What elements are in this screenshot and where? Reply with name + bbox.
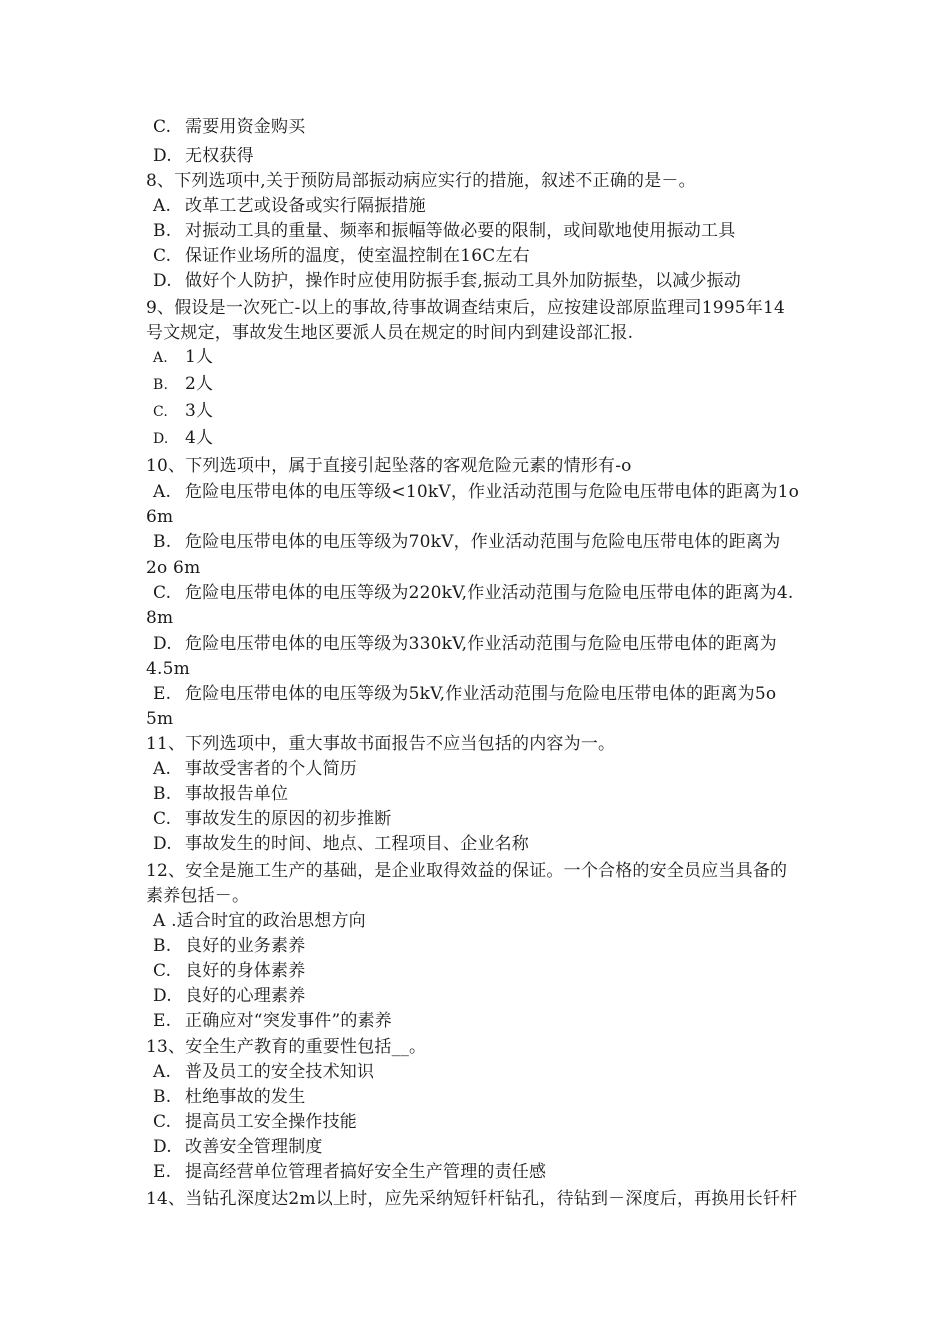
question-10: 10、下列选项中，属于直接引起坠落的客观危险元素的情形有-o	[146, 456, 632, 476]
option-text: 事故报告单位	[185, 784, 289, 804]
option-label: A.	[153, 196, 172, 216]
option-label: B.	[153, 377, 169, 393]
question-continuation: 号文规定，事故发生地区要派人员在规定的时间内到建设部汇报.	[146, 323, 634, 343]
option-line	[153, 270, 741, 292]
option-text: 2人	[185, 374, 214, 394]
option-text: 提高经营单位管理者搞好安全生产管理的责任感	[185, 1162, 547, 1182]
option-line	[153, 808, 391, 830]
option-line	[153, 481, 799, 503]
option-text: 良好的业务素养	[185, 936, 306, 956]
option-line	[153, 145, 254, 167]
option-label: B.	[153, 784, 172, 804]
option-label: E.	[153, 1011, 172, 1031]
question-14: 14、当钻孔深度达2m以上时，应先采纳短钎杆钻孔，待钻到－深度后，再换用长钎杆	[146, 1189, 798, 1209]
option-label: C.	[153, 1112, 172, 1132]
question-9: 9、假设是一次死亡-以上的事故,待事故调查结束后，应按建设部原监理司1995年14	[146, 298, 786, 318]
option-label: A.	[153, 759, 172, 779]
option-line	[153, 935, 305, 957]
option-line	[153, 116, 305, 138]
option-label: C.	[153, 961, 172, 981]
option-continuation: 5m	[146, 709, 174, 729]
option-line	[153, 427, 213, 450]
option-line	[153, 531, 780, 553]
option-line	[153, 960, 305, 982]
option-line	[153, 758, 357, 780]
option-text: A .适合时宜的政治思想方向	[153, 911, 366, 931]
option-continuation: 4.5m	[146, 659, 190, 679]
option-text: 4人	[185, 428, 214, 448]
question-continuation: 素养包括－。	[146, 886, 250, 906]
option-line	[153, 582, 793, 604]
option-label: E.	[153, 684, 172, 704]
option-label: A.	[153, 350, 168, 366]
option-label: B.	[153, 1087, 172, 1107]
option-label: C.	[153, 404, 169, 420]
option-text: 保证作业场所的温度，使室温控制在16C左右	[185, 246, 530, 266]
option-text: 无权获得	[185, 146, 254, 166]
option-label: B.	[153, 532, 172, 552]
option-text: 危险电压带电体的电压等级为5kV,作业活动范围与危险电压带电体的距离为5o	[185, 684, 777, 704]
option-label: E.	[153, 1162, 172, 1182]
option-line	[153, 1010, 392, 1032]
option-continuation: 6m	[146, 507, 174, 527]
option-text: 事故发生的时间、地点、工程项目、企业名称	[185, 834, 529, 854]
option-label: D.	[153, 271, 172, 291]
option-line	[153, 346, 213, 369]
option-text: 对振动工具的重量、频率和振幅等做必要的限制，或间歇地使用振动工具	[185, 221, 736, 241]
option-label: D.	[153, 1137, 172, 1157]
option-line	[153, 633, 777, 655]
option-text: 1人	[185, 347, 214, 367]
option-line	[153, 1086, 305, 1108]
question-8: 8、下列选项中,关于预防局部振动病应实行的措施，叙述不正确的是－。	[146, 171, 696, 191]
option-text: 提高员工安全操作技能	[185, 1112, 357, 1132]
option-line	[153, 1161, 546, 1183]
option-label: C.	[153, 583, 172, 603]
option-label: A.	[153, 1062, 172, 1082]
option-text: 需要用资金购买	[185, 117, 306, 137]
option-text: 危险电压带电体的电压等级<10kV，作业活动范围与危险电压带电体的距离为1o	[185, 482, 800, 502]
question-11: 11、下列选项中，重大事故书面报告不应当包括的内容为一。	[146, 734, 616, 754]
option-text: 普及员工的安全技术知识	[185, 1062, 375, 1082]
option-line	[153, 833, 529, 855]
option-line	[153, 220, 735, 242]
option-text: 正确应对“突发事件”的素养	[185, 1011, 392, 1031]
option-text: 危险电压带电体的电压等级为70kV，作业活动范围与危险电压带电体的距离为	[185, 532, 781, 552]
option-text: 良好的身体素养	[185, 961, 306, 981]
option-label: D.	[153, 634, 172, 654]
option-line	[153, 683, 776, 705]
option-text: 做好个人防护，操作时应使用防振手套,振动工具外加防振垫，以减少振动	[185, 271, 742, 291]
option-text: 危险电压带电体的电压等级为220kV,作业活动范围与危险电压带电体的距离为4.	[185, 583, 794, 603]
option-line	[153, 195, 426, 217]
option-continuation: 2o 6m	[146, 558, 201, 578]
option-line	[153, 1111, 357, 1133]
option-line	[153, 1136, 323, 1158]
option-label: C.	[153, 809, 172, 829]
option-text: 危险电压带电体的电压等级为330kV,作业活动范围与危险电压带电体的距离为	[185, 634, 777, 654]
option-text: 改善安全管理制度	[185, 1137, 323, 1157]
option-line	[153, 373, 213, 396]
option-line	[153, 985, 305, 1007]
option-label: A.	[153, 482, 172, 502]
option-text: 杜绝事故的发生	[185, 1087, 306, 1107]
option-line	[153, 783, 288, 805]
option-text: 良好的心理素养	[185, 986, 306, 1006]
option-label: D.	[153, 146, 172, 166]
option-line	[153, 245, 530, 267]
option-text: 事故发生的原因的初步推断	[185, 809, 392, 829]
option-label: C.	[153, 117, 172, 137]
option-text: 改革工艺或设备或实行隔振措施	[185, 196, 426, 216]
option-label: D.	[153, 986, 172, 1006]
option-label: D.	[153, 431, 169, 447]
option-label: D.	[153, 834, 172, 854]
option-text: 3人	[185, 401, 214, 421]
question-13: 13、安全生产教育的重要性包括__。	[146, 1037, 427, 1057]
question-12: 12、安全是施工生产的基础，是企业取得效益的保证。一个合格的安全员应当具备的	[146, 861, 788, 881]
option-label: B.	[153, 221, 172, 241]
option-line	[153, 910, 366, 932]
option-text: 事故受害者的个人简历	[185, 759, 357, 779]
option-label: B.	[153, 936, 172, 956]
option-line	[153, 1061, 374, 1083]
option-line	[153, 400, 213, 423]
option-continuation: 8m	[146, 608, 174, 628]
option-label: C.	[153, 246, 172, 266]
